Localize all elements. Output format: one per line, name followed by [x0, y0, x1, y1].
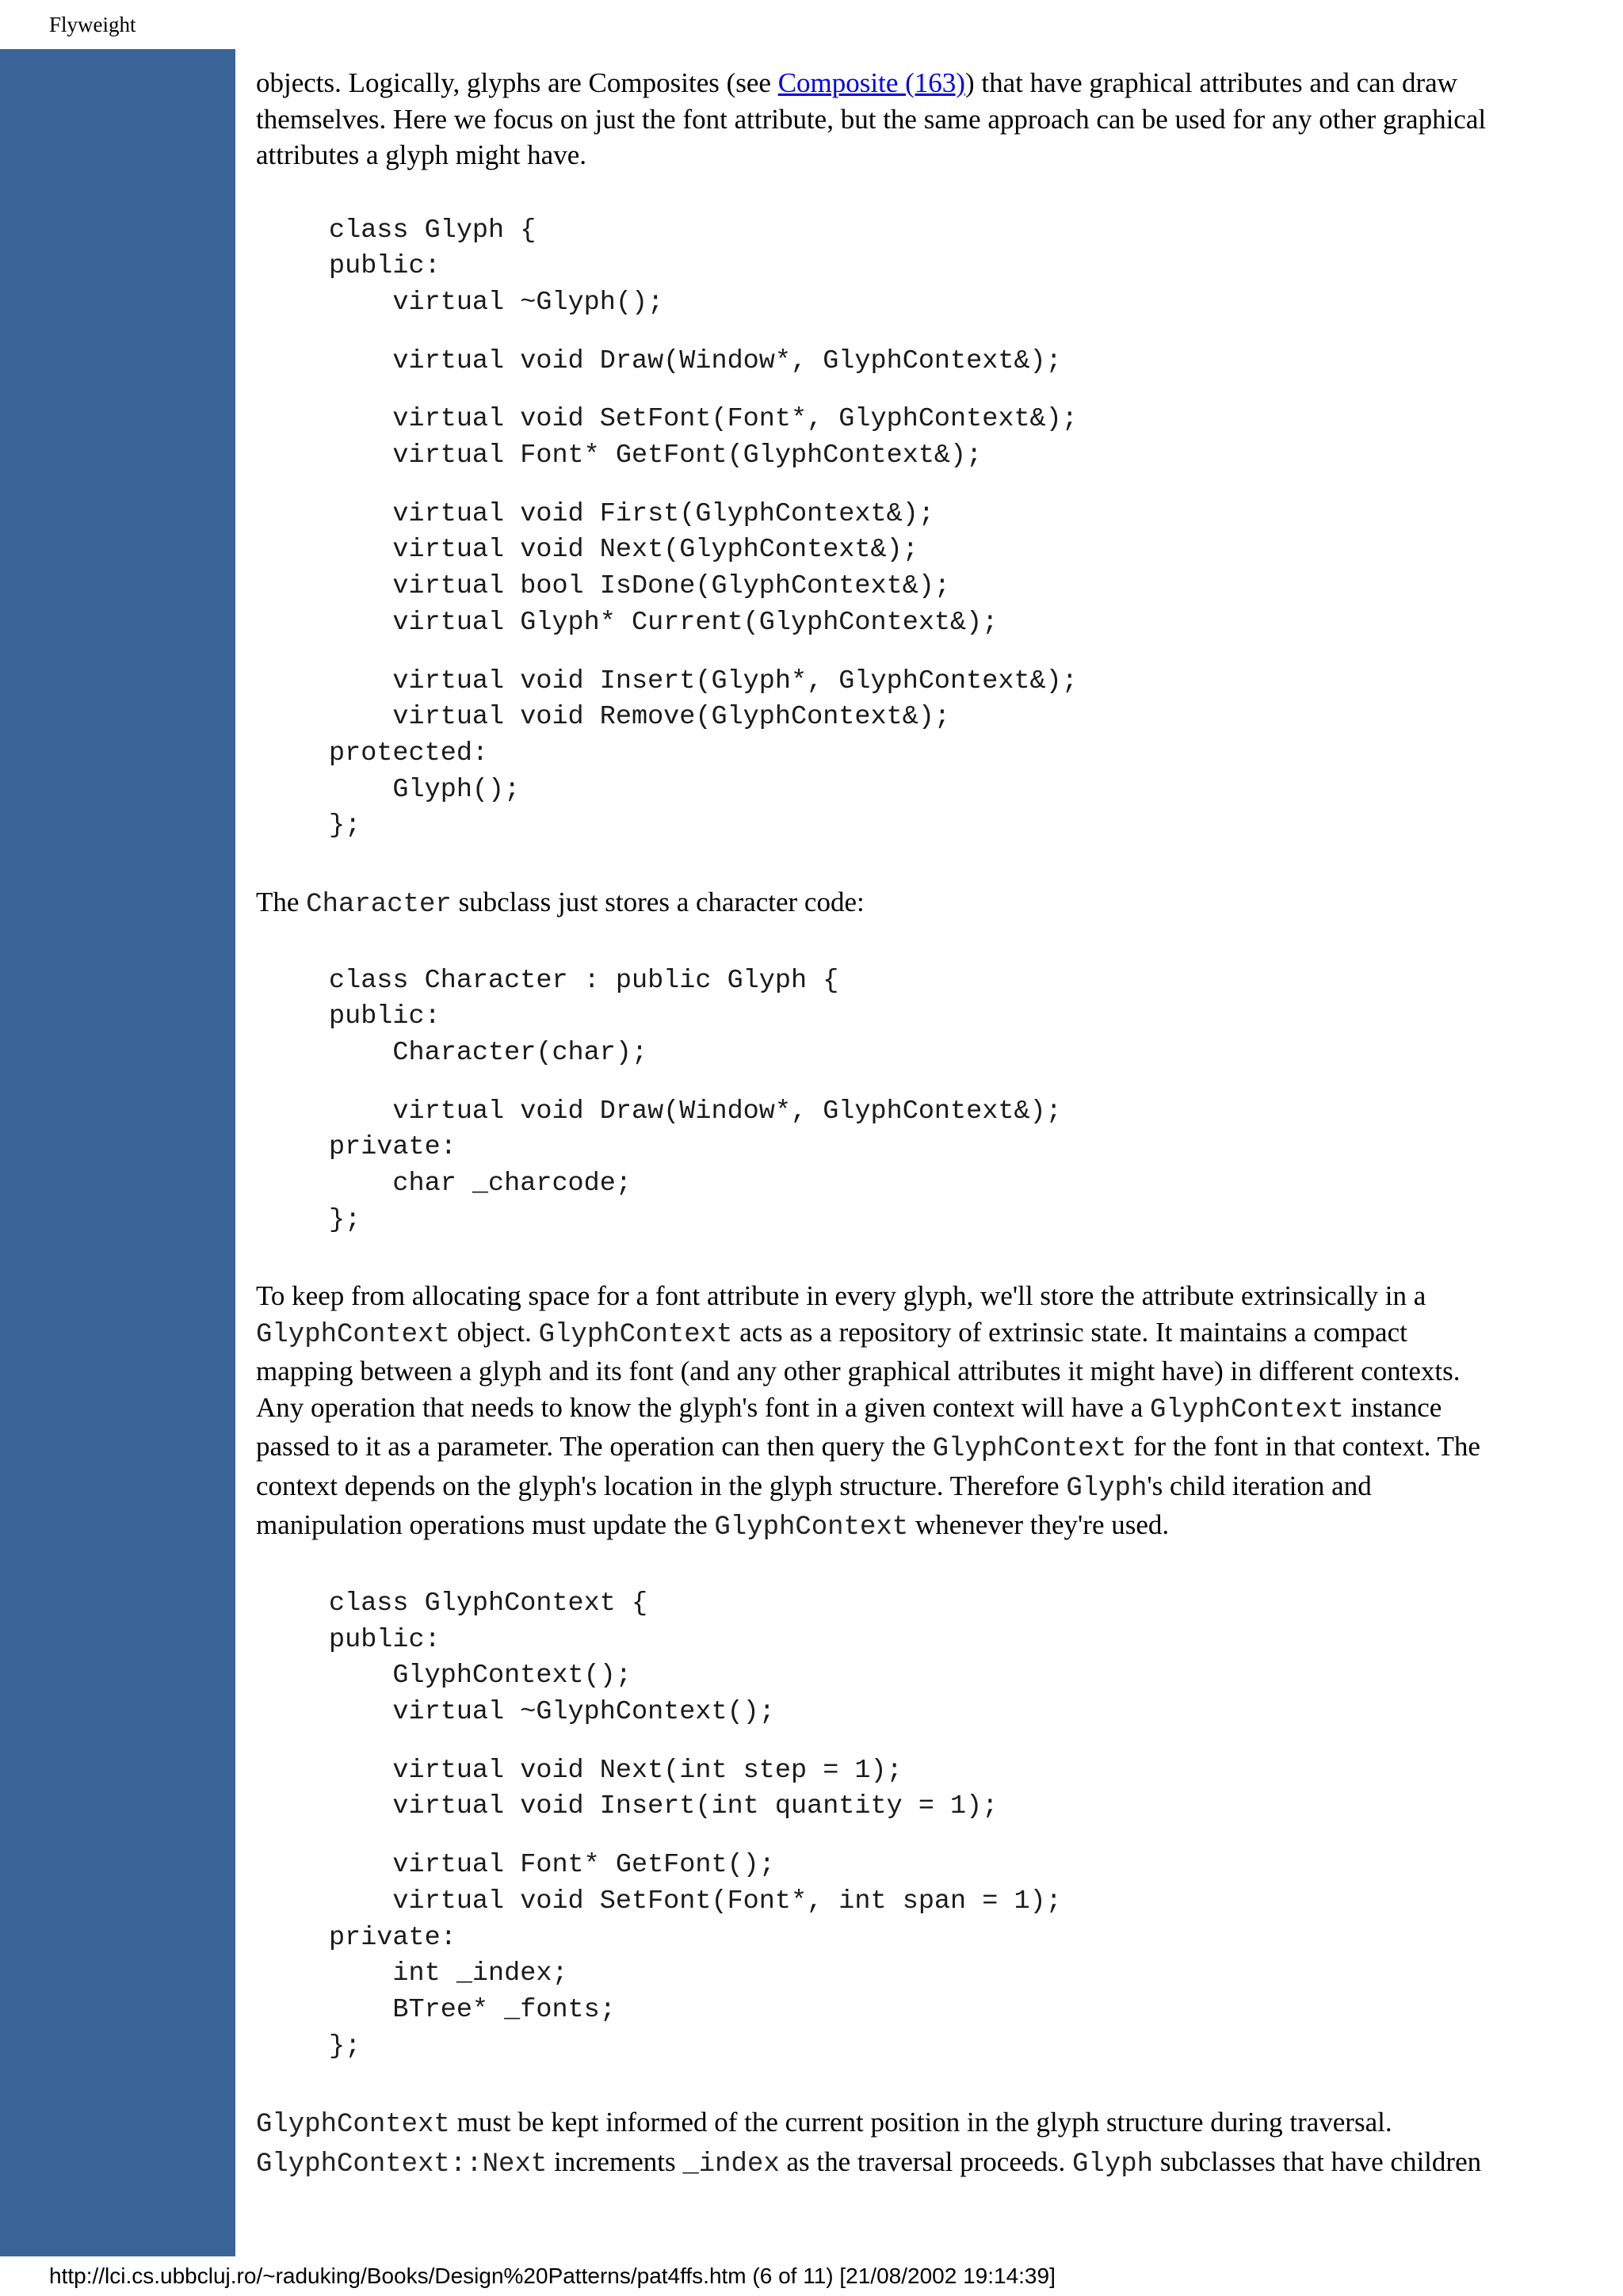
- paragraph-glyphcontext: [256, 1278, 1607, 1547]
- code-line: [329, 322, 1607, 344]
- text: To keep from allocating space for a font attribute in every glyph, we'll store the attribute extrinsically in a: [256, 1280, 1426, 1312]
- text: for the font in that context. The: [1126, 1431, 1480, 1463]
- text: increments: [547, 2145, 683, 2177]
- code-line: BTree* _fonts;: [329, 1995, 616, 2025]
- main-content: [256, 65, 1607, 2183]
- text: instance: [1343, 1391, 1442, 1423]
- code-line: class GlyphContext {: [329, 1588, 648, 1619]
- text: objects. Logically, glyphs are Composites (see: [256, 67, 778, 98]
- code-line: class Character : public Glyph {: [329, 965, 839, 996]
- paragraph-intro: [256, 65, 1607, 174]
- code-line: public:: [329, 251, 441, 282]
- code-line: [329, 475, 1607, 497]
- code-line: [329, 379, 1607, 402]
- sidebar-bar: [0, 49, 235, 2256]
- inline-code: Glyph: [1066, 1473, 1148, 1504]
- code-line: Character(char);: [329, 1037, 648, 1068]
- code-line: };: [329, 1204, 361, 1235]
- inline-code: GlyphContext: [932, 1434, 1127, 1465]
- code-line: protected:: [329, 738, 489, 769]
- code-line: virtual void Draw(Window*, GlyphContext&);: [329, 1096, 1062, 1127]
- text: Any operation that needs to know the glyph's font in a given context will have a: [256, 1391, 1150, 1423]
- text: themselves. Here we focus on just the font attribute, but the same approach can be used for any other graphical: [256, 103, 1487, 135]
- page-title: Flyweight: [49, 13, 136, 36]
- text: attributes a glyph might have.: [256, 139, 586, 170]
- code-line: [329, 1731, 1607, 1753]
- code-line: virtual Glyph* Current(GlyphContext&);: [329, 607, 999, 638]
- code-line: virtual void Next(int step = 1);: [329, 1755, 903, 1786]
- code-line: virtual bool IsDone(GlyphContext&);: [329, 571, 951, 602]
- inline-code: _index: [682, 2149, 780, 2180]
- code-line: public:: [329, 1624, 441, 1655]
- code-block-character: [329, 963, 1607, 1239]
- code-line: int _index;: [329, 1958, 568, 1989]
- composite-link[interactable]: Composite (163): [777, 67, 965, 98]
- code-block-glyph: [329, 213, 1607, 845]
- code-line: public:: [329, 1001, 441, 1032]
- inline-code: GlyphContext: [714, 1512, 909, 1543]
- text: whenever they're used.: [908, 1509, 1170, 1541]
- inline-code: GlyphContext: [256, 2110, 450, 2141]
- code-line: virtual void SetFont(Font*, GlyphContext&);: [329, 404, 1078, 435]
- code-line: virtual Font* GetFont();: [329, 1850, 775, 1881]
- text: mapping between a glyph and its font (and any other graphical attributes it might have) in different contexts.: [256, 1356, 1461, 1387]
- code-line: virtual ~GlyphContext();: [329, 1697, 775, 1728]
- code-line: private:: [329, 1132, 456, 1163]
- text: must be kept informed of the current position in the glyph structure during traversal.: [449, 2107, 1392, 2138]
- text: ) that have graphical attributes and can draw: [964, 67, 1457, 98]
- inline-code: GlyphContext::Next: [256, 2149, 548, 2180]
- code-line: virtual void Draw(Window*, GlyphContext&);: [329, 345, 1062, 376]
- code-line: virtual Font* GetFont(GlyphContext&);: [329, 441, 983, 471]
- code-line: [329, 1825, 1607, 1848]
- code-line: GlyphContext();: [329, 1661, 632, 1691]
- code-line: virtual ~Glyph();: [329, 287, 664, 318]
- text: subclass just stores a character code:: [451, 887, 865, 918]
- text: subclasses that have children: [1153, 2145, 1482, 2177]
- inline-code: Character: [306, 890, 452, 921]
- text: acts as a repository of extrinsic state. It maintains a compact: [732, 1316, 1407, 1348]
- code-line: virtual void Next(GlyphContext&);: [329, 535, 918, 566]
- code-line: char _charcode;: [329, 1169, 632, 1199]
- code-line: [329, 642, 1607, 664]
- inline-code: GlyphContext: [538, 1319, 733, 1350]
- code-line: virtual void Remove(GlyphContext&);: [329, 702, 951, 733]
- paragraph-traversal: [256, 2104, 1607, 2183]
- code-line: virtual void Insert(Glyph*, GlyphContext&);: [329, 666, 1078, 696]
- text: 's child iteration and: [1147, 1470, 1372, 1501]
- code-block-glyphcontext: [329, 1586, 1607, 2065]
- text: passed to it as a parameter. The operation can then query the: [256, 1431, 933, 1463]
- text: manipulation operations must update the: [256, 1509, 715, 1541]
- code-line: [329, 1072, 1607, 1094]
- inline-code: GlyphContext: [1150, 1394, 1344, 1425]
- code-line: Glyph();: [329, 774, 521, 805]
- code-line: class Glyph {: [329, 215, 537, 246]
- code-line: private:: [329, 1922, 456, 1953]
- inline-code: GlyphContext: [256, 1319, 450, 1350]
- code-line: virtual void First(GlyphContext&);: [329, 498, 934, 529]
- inline-code: Glyph: [1072, 2149, 1154, 2180]
- text: object.: [449, 1316, 539, 1348]
- text: The: [256, 887, 307, 918]
- paragraph-character: [256, 884, 1607, 924]
- footer-url: http://lci.cs.ubbcluj.ro/~raduking/Books/Design%20Patterns/pat4ffs.htm (6 of 11) [21/08/2002 19:14:39]: [49, 2264, 1056, 2288]
- code-line: };: [329, 2031, 361, 2061]
- code-line: virtual void SetFont(Font*, int span = 1);: [329, 1886, 1062, 1917]
- code-line: };: [329, 810, 361, 841]
- text: as the traversal proceeds.: [779, 2145, 1073, 2177]
- code-line: virtual void Insert(int quantity = 1);: [329, 1791, 999, 1822]
- text: context depends on the glyph's location in the glyph structure. Therefore: [256, 1470, 1067, 1501]
